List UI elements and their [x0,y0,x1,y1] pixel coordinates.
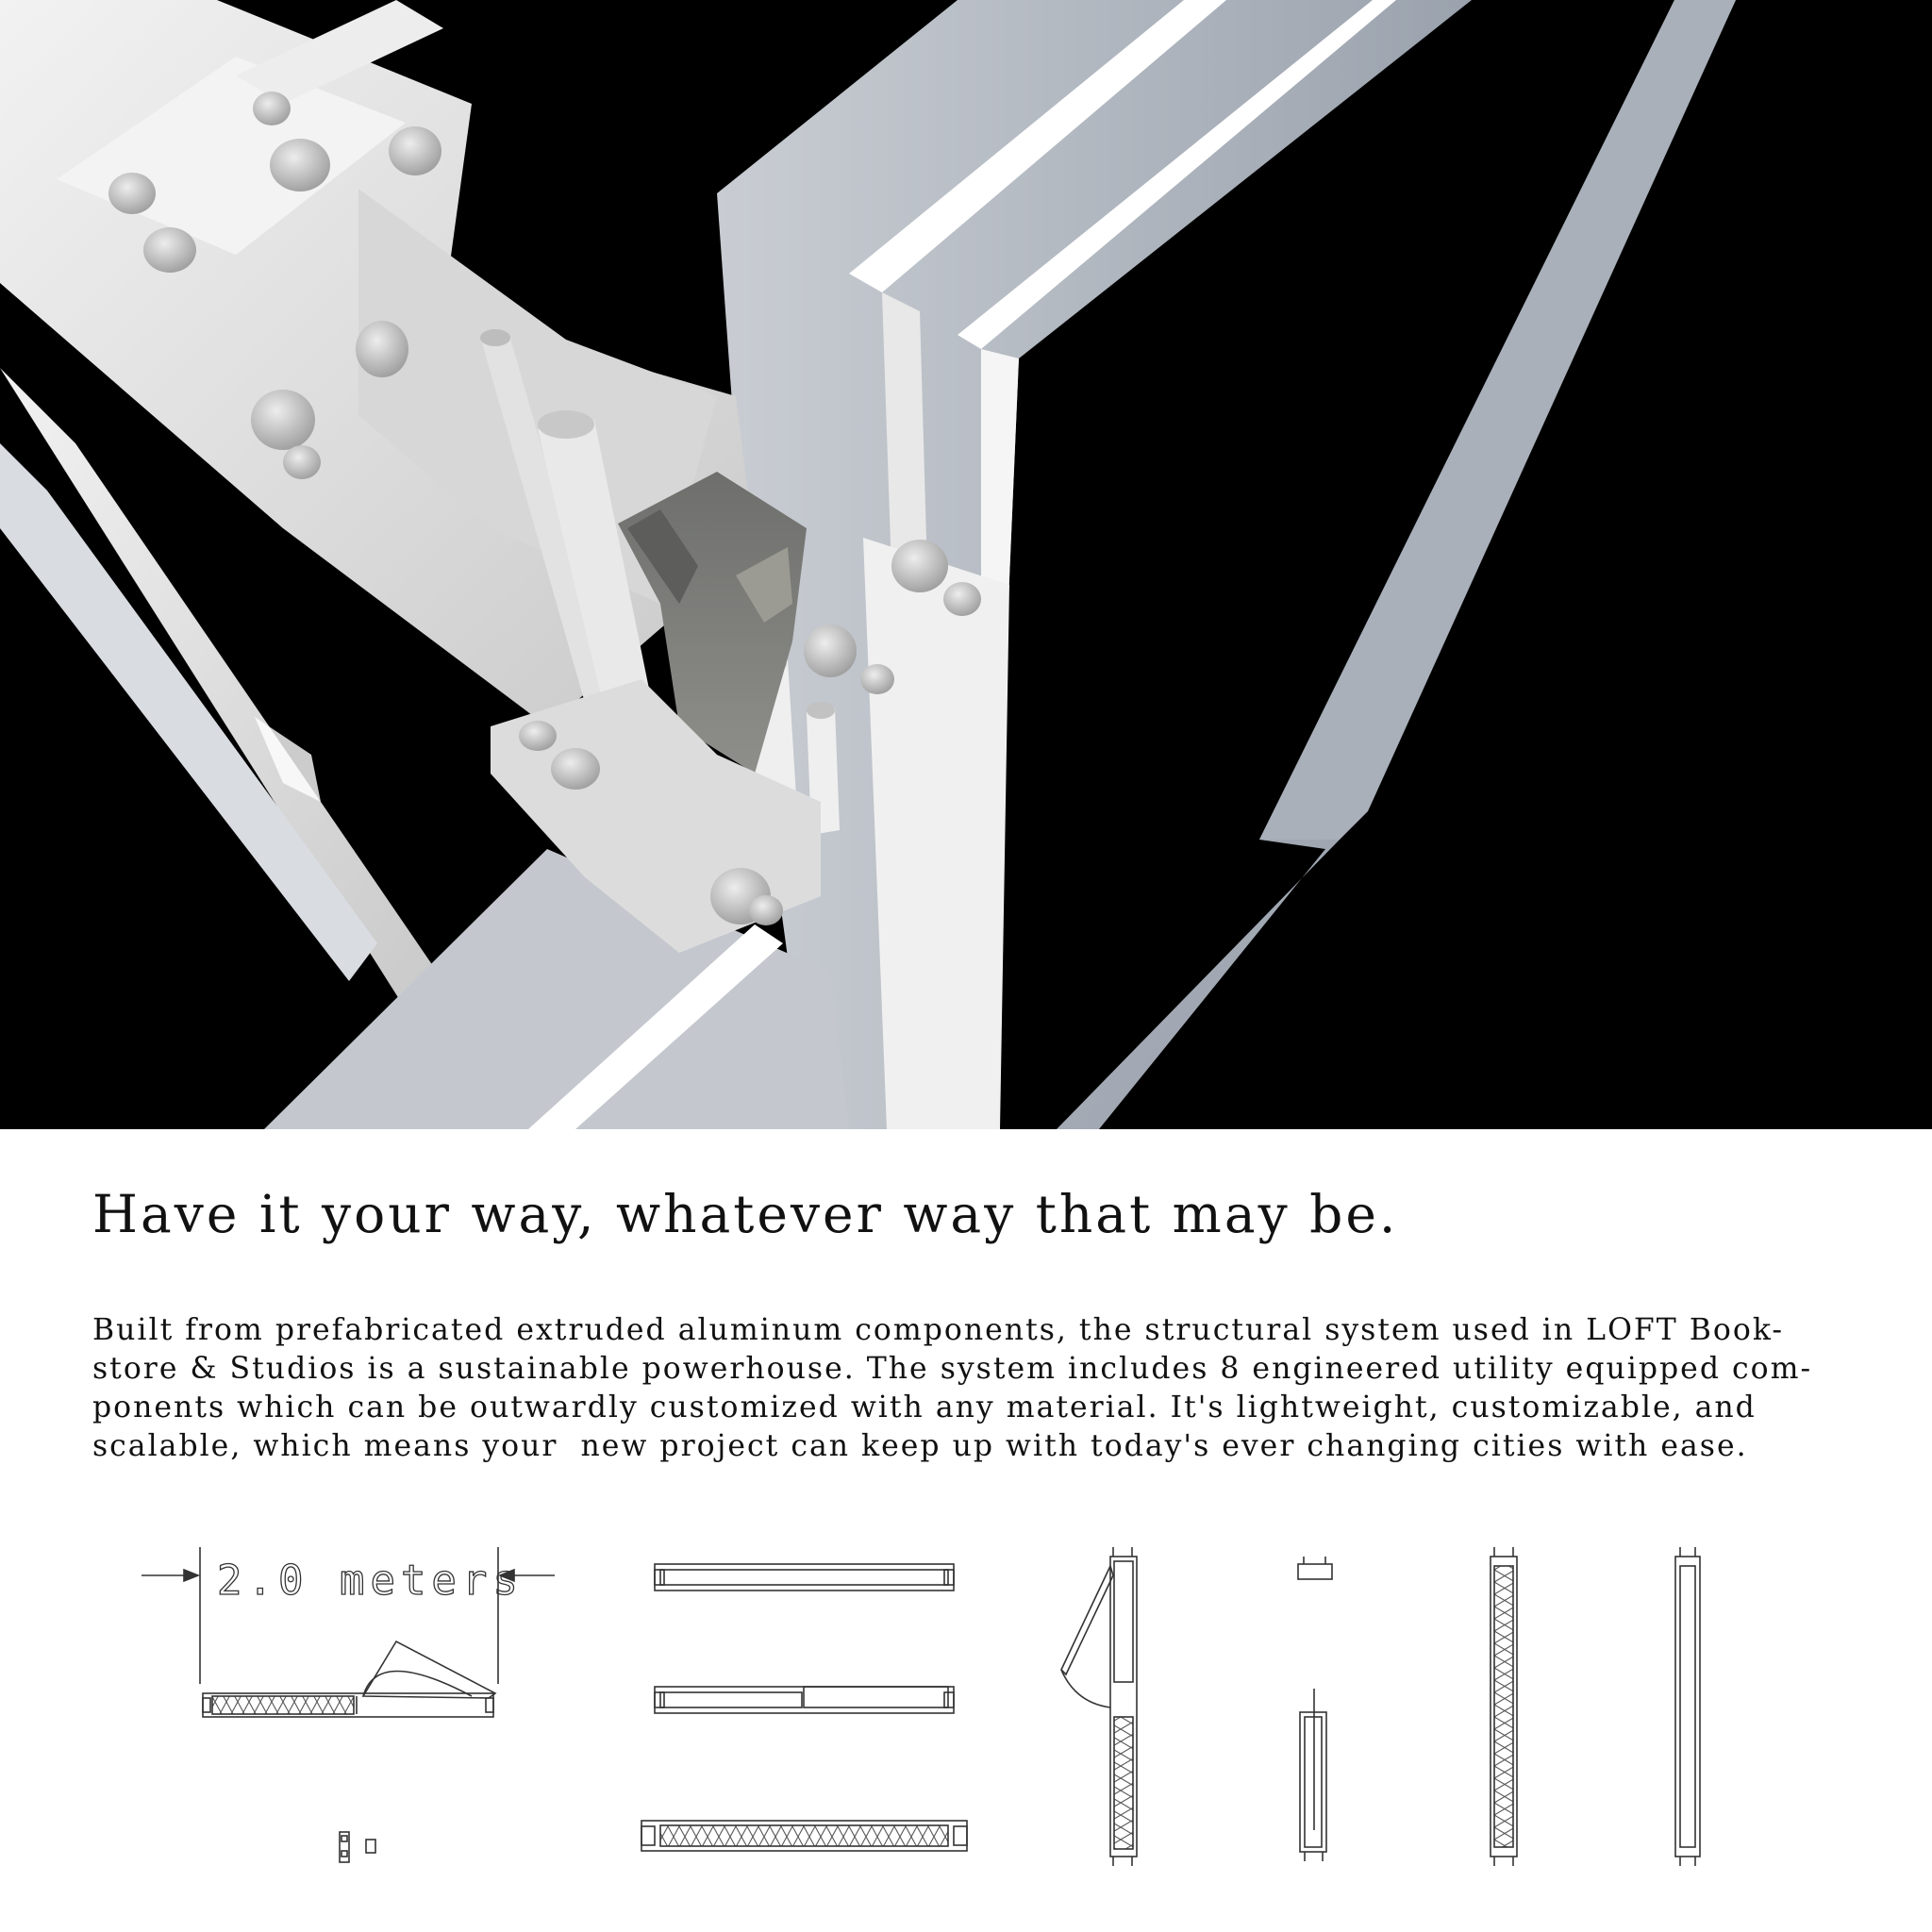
component-drawings-svg [0,1509,1932,1932]
dimension-label: 2.0 meters [217,1557,524,1605]
vertical-panel-swing [1061,1547,1137,1866]
panel-frame [717,0,1472,1129]
plain-vertical-panel [1675,1547,1700,1866]
dimension-drawing [142,1547,555,1717]
description-line: scalable, which means your new project can keep up with today's ever changing cities with ease. [92,1429,1748,1463]
cap-detail [1298,1557,1332,1579]
short-vertical-panel [1300,1689,1326,1861]
horizontal-panel-middle [655,1687,954,1713]
description-paragraph [92,1311,1866,1466]
connector-detail [340,1832,375,1862]
description-line: store & Studios is a sustainable powerhouse. The system includes 8 engineered utility equipped com- [92,1352,1813,1386]
component-drawings [0,1509,1932,1932]
insulated-vertical-panel [1491,1547,1517,1866]
horizontal-panel-top [655,1564,954,1591]
horizontal-panel-bottom [641,1821,967,1851]
description-line: Built from prefabricated extruded aluminum components, the structural system used in LOFT Book- [92,1313,1785,1347]
description-line: ponents which can be outwardly customized with any material. It's lightweight, customizable, and [92,1391,1757,1424]
headline: Have it your way, whatever way that may be. [92,1184,1399,1244]
